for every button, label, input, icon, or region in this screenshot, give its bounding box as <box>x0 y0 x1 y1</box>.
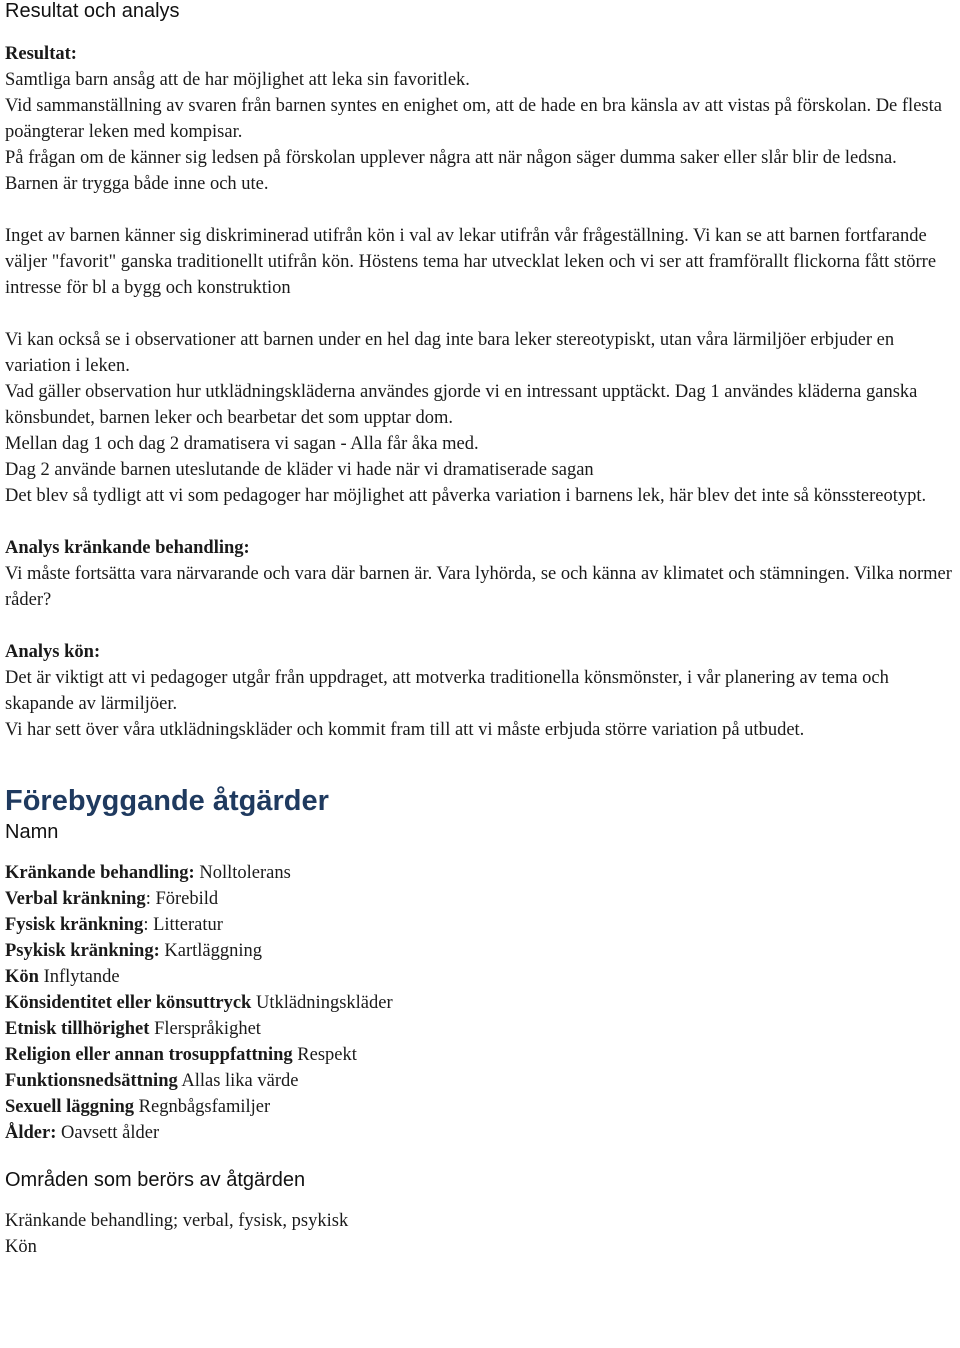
measure-item <box>5 912 957 938</box>
paragraph: Mellan dag 1 och dag 2 dramatisera vi sagan - Alla får åka med. <box>5 434 479 454</box>
measure-value: Inflytande <box>38 967 120 987</box>
measure-item <box>5 1068 957 1094</box>
measure-value: Nolltolerans <box>194 863 291 883</box>
measure-label: Kränkande behandling: <box>5 863 195 883</box>
measure-label: Religion eller annan trosuppfattning <box>5 1045 293 1065</box>
omraden-line: Kränkande behandling; verbal, fysisk, psykisk <box>5 1211 349 1231</box>
forebyggande-title: Förebyggande åtgärder <box>5 785 329 817</box>
measure-value: Regnbågsfamiljer <box>134 1097 271 1117</box>
measure-label: Verbal kränkning <box>5 889 146 909</box>
forebyggande-subtitle: Namn <box>5 821 59 843</box>
measure-label: Könsidentitet eller könsuttryck <box>5 993 252 1013</box>
measure-item <box>5 1042 957 1068</box>
paragraph: På frågan om de känner sig ledsen på förskolan upplever några att när någon säger dumma saker eller slår blir de ledsna. <box>5 148 897 168</box>
measure-value: Allas lika värde <box>177 1071 299 1091</box>
document-page <box>5 0 957 1260</box>
measure-label: Fysisk kränkning <box>5 915 144 935</box>
paragraph: Vi har sett över våra utklädningskläder och kommit fram till att vi måste erbjuda större variation på utbudet. <box>5 720 805 740</box>
measure-label: Psykisk kränkning: <box>5 941 160 961</box>
measure-label: Ålder: <box>5 1123 57 1143</box>
measure-item <box>5 938 957 964</box>
measure-label: Sexuell läggning <box>5 1097 135 1117</box>
measure-label: Etnisk tillhörighet <box>5 1019 150 1039</box>
paragraph: Vi kan också se i observationer att barnen under en hel dag inte bara leker stereotypiskt, utan våra lärmiljöer erbjuder en variation i leken. <box>5 330 895 376</box>
omraden-line: Kön <box>5 1237 37 1257</box>
measure-value: : Litteratur <box>143 915 223 935</box>
measure-label: Funktionsnedsättning <box>5 1071 178 1091</box>
measure-value: Respekt <box>292 1045 357 1065</box>
measure-value: Utklädningskläder <box>251 993 393 1013</box>
paragraph: Vad gäller observation hur utklädningskläderna användes gjorde vi en intressant upptäckt. Dag 1 användes kläderna ganska könsbundet, barnen leker och bearbetar det som upptar dom. <box>5 382 918 428</box>
measure-value: Flerspråkighet <box>149 1019 261 1039</box>
measure-item <box>5 1016 957 1042</box>
measure-item <box>5 886 957 912</box>
measure-item <box>5 990 957 1016</box>
paragraph: Det blev så tydligt att vi som pedagoger har möjlighet att påverka variation i barnens lek, här blev det inte så könsstereotypt. <box>5 486 927 506</box>
analys-kon-heading: Analys kön: <box>5 642 101 662</box>
measure-item <box>5 1094 957 1120</box>
measure-value: Kartläggning <box>159 941 262 961</box>
resultat-heading: Resultat: <box>5 44 77 64</box>
paragraph: Det är viktigt att vi pedagoger utgår från uppdraget, att motverka traditionella könsmönster, i vår planering av tema och skapande av lärmiljöer. <box>5 668 889 714</box>
paragraph: Inget av barnen känner sig diskriminerad utifrån kön i val av lekar utifrån vår frågeställning. Vi kan se att barnen fortfarande väljer "favorit" ganska traditionellt utifrån kön. Höstens tema har utvecklat leken och vi ser att framförallt flickorna fått större intresse för bl a bygg och konstruktion <box>5 226 937 298</box>
measure-item <box>5 1120 957 1146</box>
section-title: Resultat och analys <box>5 0 180 22</box>
measure-value: Oavsett ålder <box>56 1123 160 1143</box>
omraden-heading: Områden som berörs av åtgärden <box>5 1169 306 1191</box>
omraden-list <box>5 1208 957 1260</box>
paragraph: Barnen är trygga både inne och ute. <box>5 174 269 194</box>
paragraph: Vi måste fortsätta vara närvarande och vara där barnen är. Vara lyhörda, se och känna av klimatet och stämningen. Vilka normer råder? <box>5 564 952 610</box>
measure-label: Kön <box>5 967 39 987</box>
measures-list <box>5 860 957 1146</box>
measure-item <box>5 860 957 886</box>
paragraph: Samtliga barn ansåg att de har möjlighet att leka sin favoritlek. <box>5 70 470 90</box>
measure-item <box>5 964 957 990</box>
paragraph: Vid sammanställning av svaren från barnen syntes en enighet om, att de hade en bra känsla av att vistas på förskolan. De flesta poängterar leken med kompisar. <box>5 96 942 142</box>
measure-value: : Förebild <box>145 889 219 909</box>
analys-krankande-heading: Analys kränkande behandling: <box>5 538 250 558</box>
paragraph: Dag 2 använde barnen uteslutande de kläder vi hade när vi dramatiserade sagan <box>5 460 594 480</box>
